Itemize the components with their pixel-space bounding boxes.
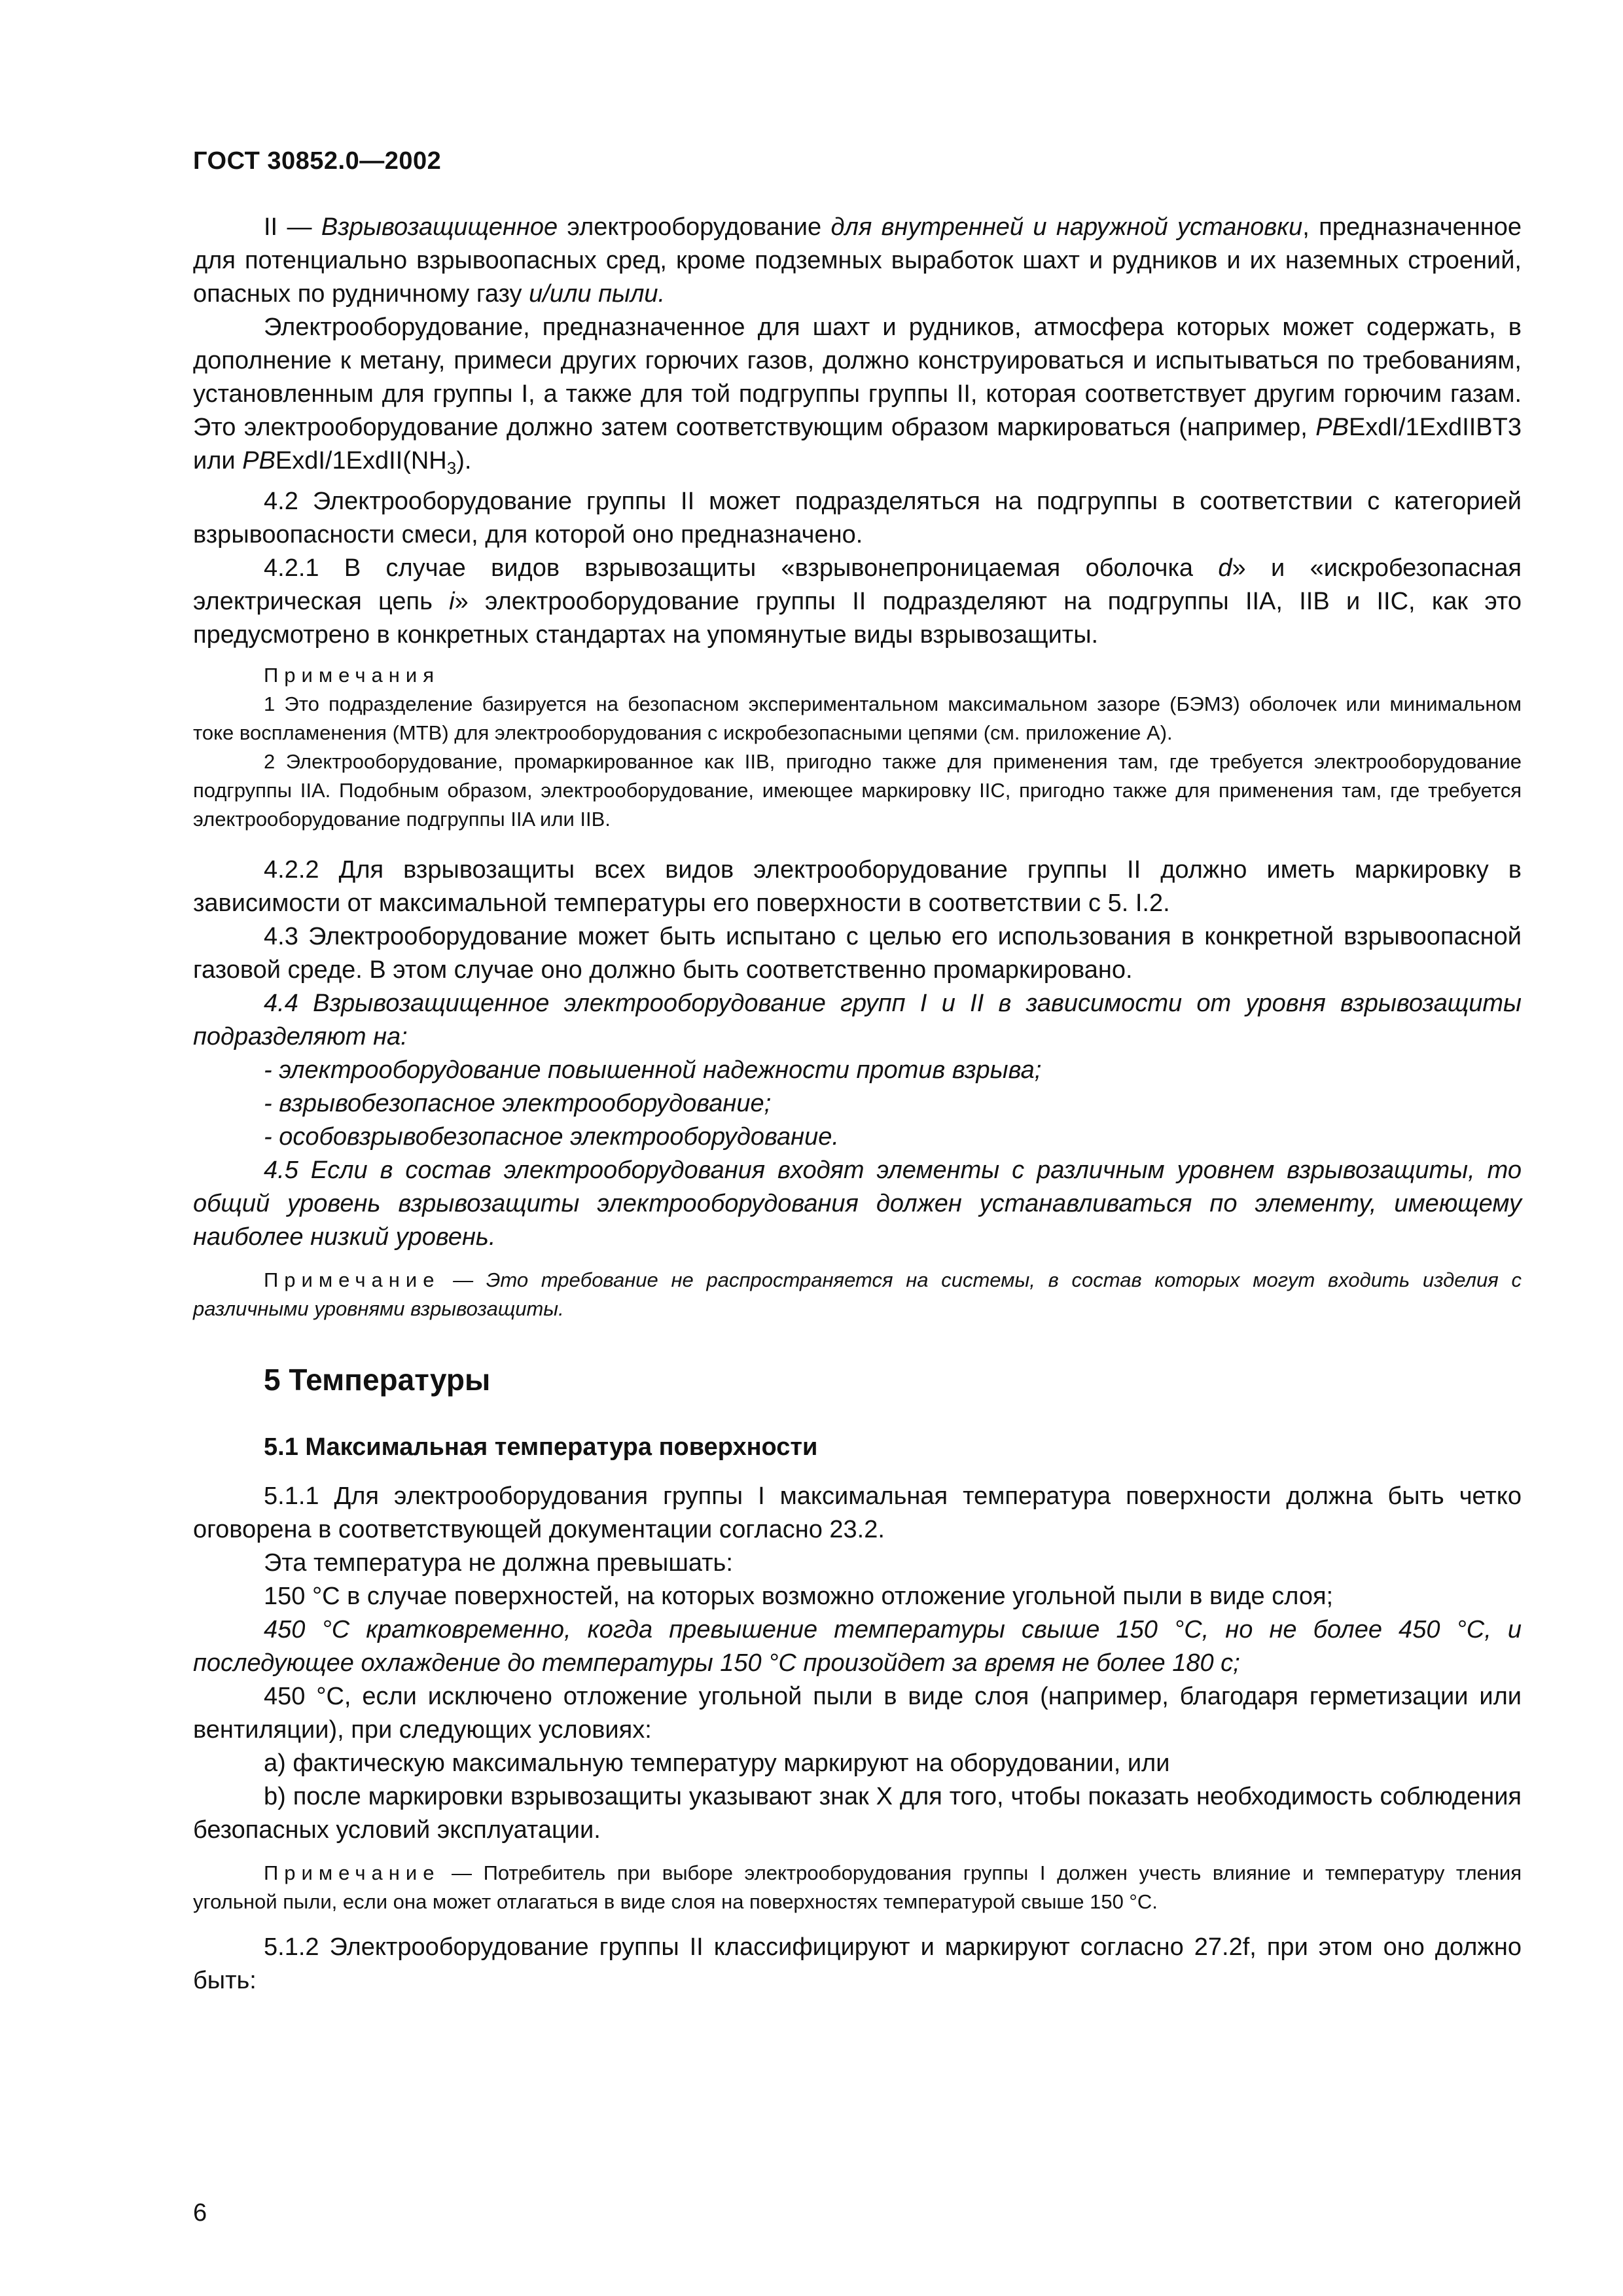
text-run: , предназначенное для потенциально взрывоопасных сред, кроме подземных выработок шахт и рудников и их наземных строений, опасных по рудничному газу: [193, 213, 1522, 308]
note-1: 1 Это подразделение базируется на безопасном экспериментальном максимальном зазоре (БЭМЗ) оболочек или минимальном токе воспламенения (МТВ) для электрооборудования с искробезопасными цепями (см. приложение А).: [193, 692, 1522, 744]
paragraph-condition-b: b) после маркировки взрывозащиты указывают знак X для того, чтобы показать необходимость соблюдения безопасных условий эксплуатации.: [193, 1783, 1522, 1844]
note-label: Примечание: [264, 1268, 440, 1291]
document-page: [193, 147, 1522, 1998]
text-run: и/или пыли.: [529, 280, 666, 308]
list-item: - взрывобезопасное электрооборудование;: [264, 1090, 772, 1117]
explosion-protection-levels-list: [193, 1054, 1522, 1154]
list-item: - особовзрывобезопасное электрооборудование.: [264, 1123, 839, 1151]
section-heading-5: 5 Температуры: [264, 1363, 491, 1397]
text-run: PB: [242, 447, 276, 475]
document-header: ГОСТ 30852.0—2002: [193, 147, 442, 175]
text-run: » электрооборудование группы II подразделяют на подгруппы IIA, IIB и IIC, как это предусмотрено в конкретных стандартах на упомянутые виды взрывозащиты.: [193, 588, 1522, 649]
paragraph-4-5: 4.5 Если в состав электрооборудования входят элементы с различным уровнем взрывозащиты, то общий уровень взрывозащиты электрооборудования должен устанавливаться по элементу, имеющему наиболее низкий уровень.: [193, 1157, 1522, 1251]
paragraph-group-ii: [193, 211, 1522, 311]
paragraph-5-1-2: 5.1.2 Электрооборудование группы II классифицируют и маркируют согласно 27.2f, при этом оно должно быть:: [193, 1933, 1522, 1994]
text-run: ExdI/1ExdII(NH: [275, 447, 447, 475]
text-run: d: [1218, 554, 1232, 582]
note-text: — Это требование не распространяется на системы, в состав которых могут входить изделия с различными уровнями взрывозащиты.: [193, 1268, 1522, 1320]
text-run: электрооборудование: [558, 213, 831, 241]
paragraph-4-4: 4.4 Взрывозащищенное электрооборудование групп I и II в зависимости от уровня взрывозащиты подразделяют на:: [193, 990, 1522, 1050]
text-run: » и «искробезопасная электрическая цепь: [193, 554, 1522, 615]
text-run: PB: [1315, 414, 1349, 441]
note-3: [193, 1266, 1522, 1323]
text-run: для внутренней и наружной установки: [830, 213, 1303, 241]
text-run: II —: [264, 213, 321, 241]
text-run: ExdI/1ExdIIBT3 или: [193, 414, 1522, 475]
paragraph-150: 150 °С в случае поверхностей, на которых возможно отложение угольной пыли в виде слоя;: [264, 1583, 1334, 1610]
paragraph-4-2-1: [193, 552, 1522, 652]
text-run: 4.2.1 В случае видов взрывозащиты «взрывонепроницаемая оболочка: [264, 554, 1219, 582]
paragraph-450-conditions: 450 °С, если исключено отложение угольной пыли в виде слоя (например, благодаря герметизации или вентиляции), при следующих условиях:: [193, 1683, 1522, 1744]
subscript: 3: [446, 458, 457, 478]
text-run: Электрооборудование, предназначенное для шахт и рудников, атмосфера которых может содержать, в дополнение к метану, примеси других горючих газов, должно конструироваться и испытываться по требованиям, установленным для группы I, а также для той подгруппы группы II, которая соответствует другим горючим газам. Это электрооборудование должно затем соответствующим образом маркироваться (например,: [193, 314, 1522, 441]
paragraph-450-short: 450 °С кратковременно, когда превышение температуры свыше 150 °С, но не более 450 °С, и последующее охлаждение до температуры 150 °С произойдет за время не более 180 с;: [193, 1616, 1522, 1677]
paragraph-4-2: 4.2 Электрооборудование группы II может подразделяться на подгруппы в соответствии с категорией взрывоопасности смеси, для которой оно предназначено.: [193, 488, 1522, 548]
notes-title: Примечания: [264, 664, 440, 687]
paragraph-limit-intro: Эта температура не должна превышать:: [264, 1549, 733, 1577]
note-label: Примечание: [264, 1861, 440, 1884]
list-item: - электрооборудование повышенной надежности против взрыва;: [264, 1056, 1042, 1084]
text-run: Взрывозащищенное: [321, 213, 558, 241]
note-2: 2 Электрооборудование, промаркированное как IIB, пригодно также для применения там, где требуется электрооборудование подгруппы IIA. Подобным образом, электрооборудование, имеющее маркировку IIC, пригодно также для применения там, где требуется электрооборудование подгруппы IIA или IIB.: [193, 750, 1522, 831]
note-text: — Потребитель при выборе электрооборудования группы I должен учесть влияние и температуру тления угольной пыли, если она может отлагаться в виде слоя на поверхностях температурой свыше 150 °С.: [193, 1861, 1522, 1913]
text-run: i: [449, 588, 455, 615]
section-heading-5-1: 5.1 Максимальная температура поверхности: [264, 1433, 818, 1461]
text-run: ).: [456, 447, 472, 475]
page-number: 6: [193, 2199, 207, 2227]
paragraph-mines-equipment: [193, 311, 1522, 485]
note-4: [193, 1859, 1522, 1916]
paragraph-condition-a: а) фактическую максимальную температуру маркируют на оборудовании, или: [264, 1749, 1170, 1777]
paragraph-4-3: 4.3 Электрооборудование может быть испытано с целью его использования в конкретной взрывоопасной газовой среде. В этом случае оно должно быть соответственно промаркировано.: [193, 923, 1522, 984]
paragraph-5-1-1: 5.1.1 Для электрооборудования группы I максимальная температура поверхности должна быть четко оговорена в соответствующей документации согласно 23.2.: [193, 1482, 1522, 1543]
paragraph-4-2-2: 4.2.2 Для взрывозащиты всех видов электрооборудование группы II должно иметь маркировку в зависимости от максимальной температуры его поверхности в соответствии с 5. I.2.: [193, 856, 1522, 917]
